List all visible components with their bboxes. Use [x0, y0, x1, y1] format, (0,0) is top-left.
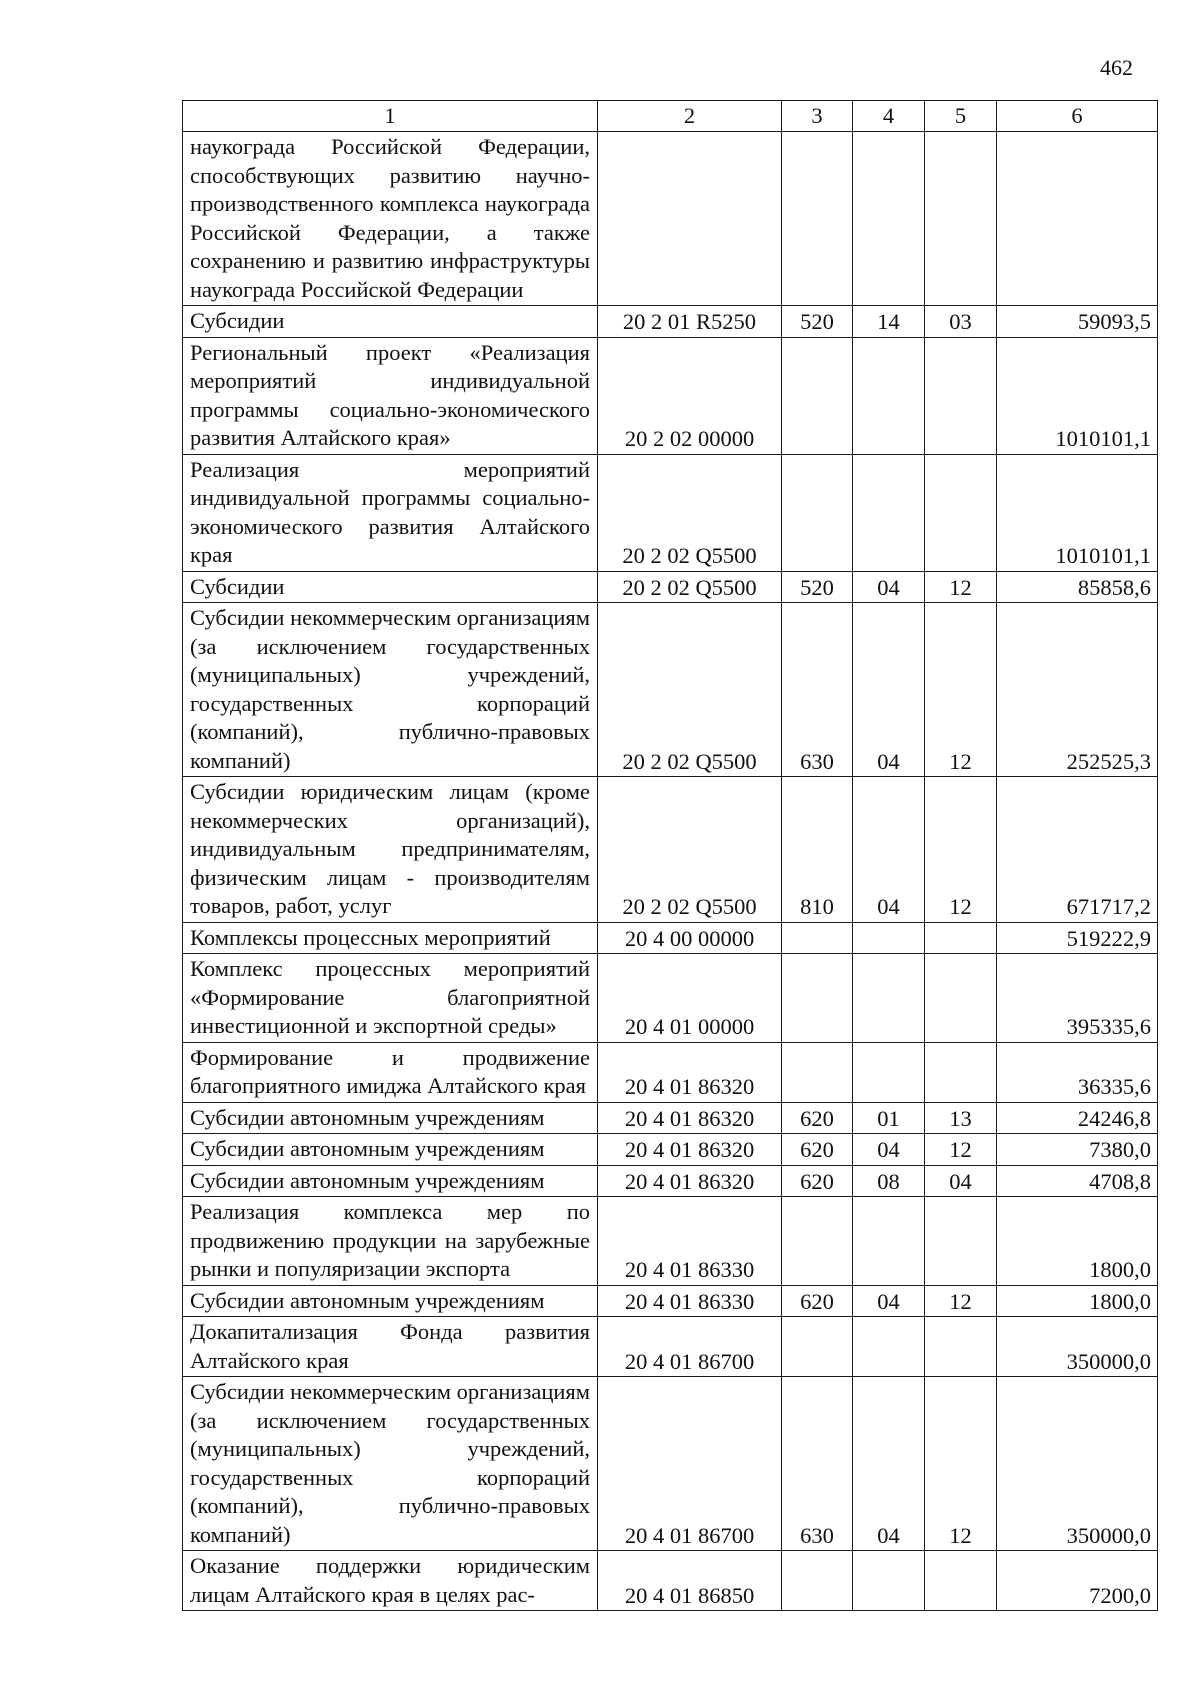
row-code-cell — [598, 132, 782, 306]
row-name-cell: наукограда Российской Федерации, способствующих развитию научно-производственного комплекса наукограда Российской Федерации, а также сохранению и развитию инфраструктуры наукограда Российской Федерации — [183, 132, 598, 306]
row-section-cell: 14 — [853, 306, 925, 338]
column-header-3: 3 — [782, 101, 853, 132]
row-sum-cell: 252525,3 — [997, 603, 1158, 777]
row-name-cell: Субсидии некоммерческим организациям (за исключением государственных (муниципальных) учреждений, государственных корпораций (компаний), публично-правовых компаний) — [183, 1377, 598, 1551]
row-subsection-cell — [925, 1042, 997, 1102]
row-subsection-cell — [925, 922, 997, 954]
row-name-cell: Субсидии автономным учреждениям — [183, 1165, 598, 1197]
row-name-cell: Оказание поддержки юридическим лицам Алтайского края в целях рас- — [183, 1551, 598, 1611]
row-code-cell: 20 4 01 86330 — [598, 1285, 782, 1317]
row-sum-cell: 7200,0 — [997, 1551, 1158, 1611]
table-row — [183, 571, 1158, 603]
row-name-cell: Субсидии некоммерческим организациям (за исключением государственных (муниципальных) учреждений, государственных корпораций (компаний), публично-правовых компаний) — [183, 603, 598, 777]
header-row — [183, 101, 1158, 132]
row-name-cell: Региональный проект «Реализация мероприятий индивидуальной программы социально-экономического развития Алтайского края» — [183, 337, 598, 454]
table-row — [183, 1197, 1158, 1286]
row-code-cell: 20 2 02 Q5500 — [598, 777, 782, 923]
table-row — [183, 954, 1158, 1043]
row-sum-cell: 85858,6 — [997, 571, 1158, 603]
row-expense-type-cell: 620 — [782, 1165, 853, 1197]
table-row — [183, 1165, 1158, 1197]
row-expense-type-cell: 520 — [782, 306, 853, 338]
row-name-cell: Субсидии — [183, 571, 598, 603]
row-section-cell — [853, 922, 925, 954]
row-expense-type-cell: 630 — [782, 1377, 853, 1551]
column-header-4: 4 — [853, 101, 925, 132]
row-sum-cell: 395335,6 — [997, 954, 1158, 1043]
row-subsection-cell: 12 — [925, 1134, 997, 1166]
row-expense-type-cell: 620 — [782, 1285, 853, 1317]
row-section-cell — [853, 1042, 925, 1102]
column-header-2: 2 — [598, 101, 782, 132]
row-sum-cell: 7380,0 — [997, 1134, 1158, 1166]
row-expense-type-cell: 630 — [782, 603, 853, 777]
row-expense-type-cell: 520 — [782, 571, 853, 603]
row-code-cell: 20 4 01 86330 — [598, 1197, 782, 1286]
table-row — [183, 1134, 1158, 1166]
row-code-cell: 20 4 01 00000 — [598, 954, 782, 1043]
table-row — [183, 306, 1158, 338]
row-expense-type-cell: 620 — [782, 1134, 853, 1166]
row-subsection-cell: 12 — [925, 777, 997, 923]
row-code-cell: 20 4 01 86320 — [598, 1165, 782, 1197]
row-code-cell: 20 4 01 86320 — [598, 1134, 782, 1166]
row-section-cell: 04 — [853, 571, 925, 603]
row-sum-cell: 671717,2 — [997, 777, 1158, 923]
table-row — [183, 337, 1158, 454]
row-code-cell: 20 2 02 Q5500 — [598, 571, 782, 603]
row-code-cell: 20 4 00 00000 — [598, 922, 782, 954]
row-code-cell: 20 2 02 Q5500 — [598, 603, 782, 777]
row-sum-cell: 59093,5 — [997, 306, 1158, 338]
row-subsection-cell — [925, 337, 997, 454]
row-expense-type-cell — [782, 1317, 853, 1377]
row-section-cell: 04 — [853, 1134, 925, 1166]
row-code-cell: 20 4 01 86700 — [598, 1377, 782, 1551]
row-expense-type-cell — [782, 1551, 853, 1611]
row-section-cell — [853, 954, 925, 1043]
table-body — [183, 132, 1158, 1611]
page-number: 462 — [1100, 55, 1133, 80]
row-sum-cell: 519222,9 — [997, 922, 1158, 954]
row-expense-type-cell: 620 — [782, 1102, 853, 1134]
column-header-6: 6 — [997, 101, 1158, 132]
row-name-cell: Реализация мероприятий индивидуальной программы социально-экономического развития Алтайского края — [183, 454, 598, 571]
row-name-cell: Формирование и продвижение благоприятного имиджа Алтайского края — [183, 1042, 598, 1102]
row-subsection-cell — [925, 1317, 997, 1377]
table-row — [183, 1042, 1158, 1102]
row-section-cell: 01 — [853, 1102, 925, 1134]
row-name-cell: Субсидии юридическим лицам (кроме некоммерческих организаций), индивидуальным предпринимателям, физическим лицам - производителям товаров, работ, услуг — [183, 777, 598, 923]
row-name-cell: Субсидии автономным учреждениям — [183, 1285, 598, 1317]
table-row — [183, 132, 1158, 306]
table-row — [183, 454, 1158, 571]
row-subsection-cell — [925, 1551, 997, 1611]
row-section-cell — [853, 1551, 925, 1611]
row-subsection-cell: 12 — [925, 1377, 997, 1551]
row-subsection-cell: 12 — [925, 1285, 997, 1317]
row-name-cell: Реализация комплекса мер по продвижению продукции на зарубежные рынки и популяризации экспорта — [183, 1197, 598, 1286]
row-code-cell: 20 4 01 86700 — [598, 1317, 782, 1377]
row-expense-type-cell — [782, 132, 853, 306]
row-code-cell: 20 4 01 86850 — [598, 1551, 782, 1611]
row-name-cell: Комплексы процессных мероприятий — [183, 922, 598, 954]
row-subsection-cell — [925, 454, 997, 571]
row-name-cell: Докапитализация Фонда развития Алтайского края — [183, 1317, 598, 1377]
row-expense-type-cell — [782, 454, 853, 571]
row-section-cell — [853, 337, 925, 454]
row-name-cell: Субсидии автономным учреждениям — [183, 1102, 598, 1134]
row-section-cell: 04 — [853, 777, 925, 923]
row-sum-cell: 4708,8 — [997, 1165, 1158, 1197]
row-section-cell — [853, 1197, 925, 1286]
row-expense-type-cell — [782, 922, 853, 954]
row-sum-cell: 24246,8 — [997, 1102, 1158, 1134]
row-sum-cell: 1800,0 — [997, 1285, 1158, 1317]
row-code-cell: 20 2 01 R5250 — [598, 306, 782, 338]
table-row — [183, 777, 1158, 923]
row-subsection-cell: 12 — [925, 603, 997, 777]
row-sum-cell: 1800,0 — [997, 1197, 1158, 1286]
row-sum-cell: 1010101,1 — [997, 337, 1158, 454]
table-row — [183, 922, 1158, 954]
row-code-cell: 20 4 01 86320 — [598, 1102, 782, 1134]
row-subsection-cell: 04 — [925, 1165, 997, 1197]
row-section-cell: 04 — [853, 1285, 925, 1317]
row-expense-type-cell — [782, 954, 853, 1043]
row-code-cell: 20 4 01 86320 — [598, 1042, 782, 1102]
row-sum-cell: 36335,6 — [997, 1042, 1158, 1102]
table-row — [183, 1551, 1158, 1611]
row-section-cell: 04 — [853, 1377, 925, 1551]
row-subsection-cell — [925, 954, 997, 1043]
row-expense-type-cell — [782, 1042, 853, 1102]
row-sum-cell: 350000,0 — [997, 1377, 1158, 1551]
row-sum-cell: 1010101,1 — [997, 454, 1158, 571]
row-name-cell: Комплекс процессных мероприятий «Формирование благоприятной инвестиционной и экспортной среды» — [183, 954, 598, 1043]
row-section-cell: 04 — [853, 603, 925, 777]
row-section-cell: 08 — [853, 1165, 925, 1197]
row-section-cell — [853, 454, 925, 571]
row-sum-cell: 350000,0 — [997, 1317, 1158, 1377]
column-header-5: 5 — [925, 101, 997, 132]
row-name-cell: Субсидии автономным учреждениям — [183, 1134, 598, 1166]
row-section-cell — [853, 132, 925, 306]
row-subsection-cell: 03 — [925, 306, 997, 338]
row-subsection-cell — [925, 132, 997, 306]
row-expense-type-cell — [782, 1197, 853, 1286]
table-row — [183, 1317, 1158, 1377]
table-row — [183, 1102, 1158, 1134]
table-row — [183, 603, 1158, 777]
table-row — [183, 1377, 1158, 1551]
budget-table — [182, 100, 1158, 1611]
row-section-cell — [853, 1317, 925, 1377]
row-subsection-cell: 12 — [925, 571, 997, 603]
row-name-cell: Субсидии — [183, 306, 598, 338]
row-code-cell: 20 2 02 00000 — [598, 337, 782, 454]
row-sum-cell — [997, 132, 1158, 306]
row-subsection-cell: 13 — [925, 1102, 997, 1134]
table-row — [183, 1285, 1158, 1317]
row-expense-type-cell — [782, 337, 853, 454]
row-code-cell: 20 2 02 Q5500 — [598, 454, 782, 571]
row-subsection-cell — [925, 1197, 997, 1286]
column-header-1: 1 — [183, 101, 598, 132]
row-expense-type-cell: 810 — [782, 777, 853, 923]
